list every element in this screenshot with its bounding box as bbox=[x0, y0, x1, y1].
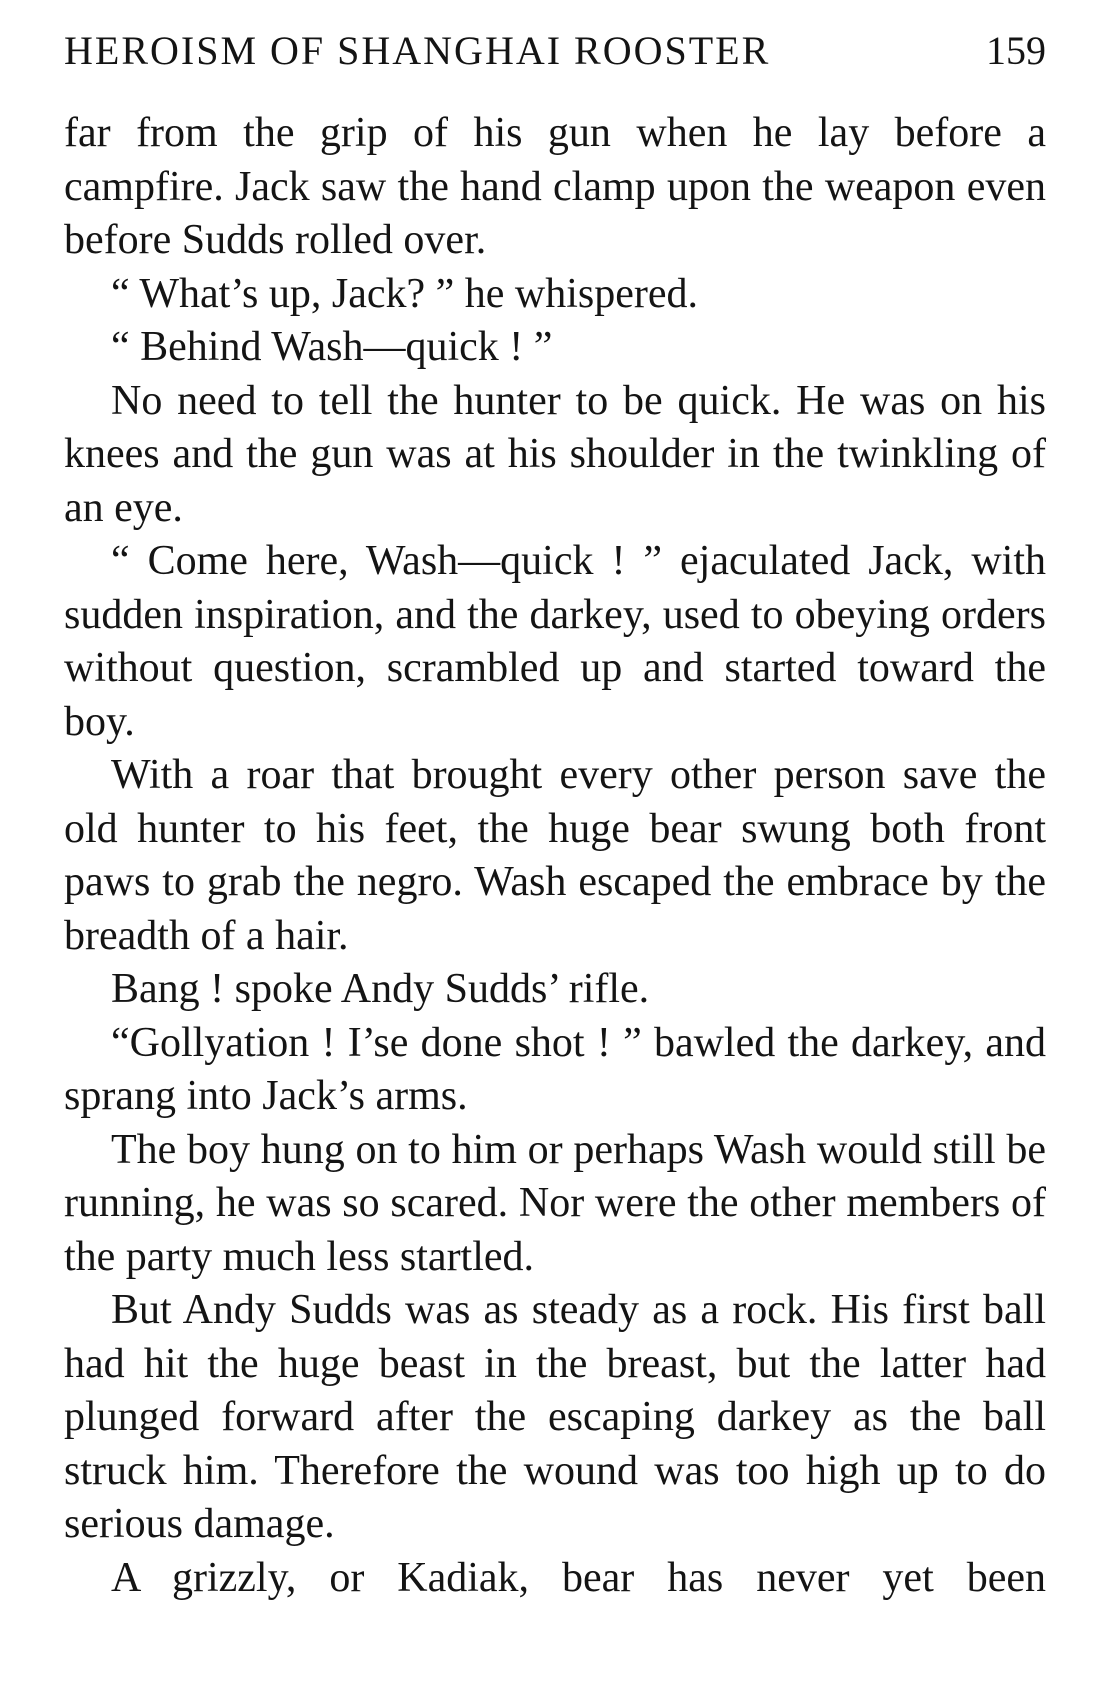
paragraph: But Andy Sudds was as steady as a rock. His first ball had hit the huge beast in the breast, but the latter had plunged forward after the escaping darkey as the ball struck him. Therefore the wound was too high up to do serious damage. bbox=[64, 1287, 1046, 1547]
paragraph: “ Come here, Wash—quick ! ” ejaculated Jack, with sudden inspiration, and the darkey, used to obeying orders without question, scrambled up and started toward the boy. bbox=[64, 538, 1046, 745]
body-text bbox=[64, 107, 1046, 1605]
page-number: 159 bbox=[986, 28, 1046, 73]
paragraph: “ What’s up, Jack? ” he whispered. bbox=[111, 270, 699, 317]
paragraph: Bang ! spoke Andy Sudds’ rifle. bbox=[111, 966, 650, 1012]
paragraph-continuation: far from the grip of his gun when he lay before a campfire. Jack saw the hand clamp upon the weapon even before Sudds rolled over. bbox=[64, 110, 1046, 263]
page-header bbox=[64, 26, 1046, 76]
paragraph: “Gollyation ! I’se done shot ! ” bawled the darkey, and sprang into Jack’s arms. bbox=[64, 1019, 1046, 1119]
running-title: HEROISM OF SHANGHAI ROOSTER bbox=[64, 28, 771, 73]
paragraph: No need to tell the hunter to be quick. He was on his knees and the gun was at his shoulder in the twinkling of an eye. bbox=[64, 377, 1046, 531]
paragraph: With a roar that brought every other person save the old hunter to his feet, the huge bear swung both front paws to grab the negro. Wash escaped the embrace by the breadth of a hair. bbox=[64, 752, 1046, 959]
paragraph: “ Behind Wash—quick ! ” bbox=[111, 324, 553, 370]
paragraph-continues: A grizzly, or Kadiak, bear has never yet been bbox=[111, 1554, 1046, 1601]
paragraph: The boy hung on to him or perhaps Wash would still be running, he was so scared. Nor were the other members of the party much less startled. bbox=[64, 1126, 1046, 1280]
